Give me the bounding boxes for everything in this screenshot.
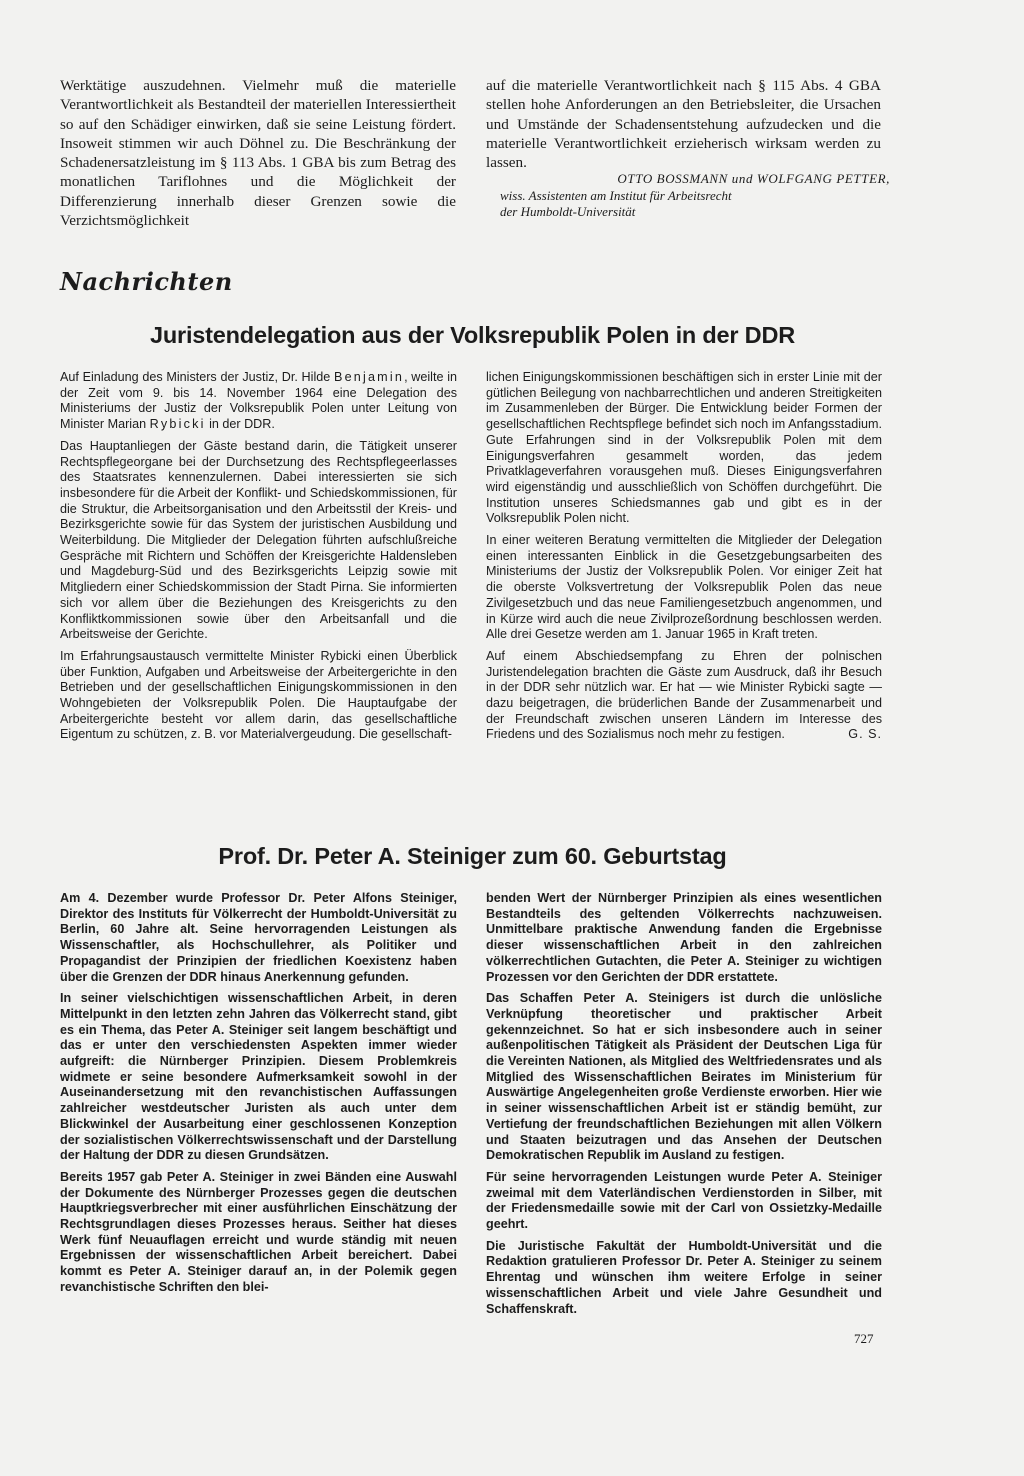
article2-paragraph-7: Die Juristische Fakultät der Humboldt-Universität und die Redaktion gratulieren Professor Dr. Peter A. Steiniger zu seinem Ehrentag und wünschen ihm weitere Erfolge in seiner wissenschaftlichen Arbeit und viele Jahre Gesundheit und Schaffenskraft. — [486, 1238, 882, 1316]
article2-headline: Prof. Dr. Peter A. Steiniger zum 60. Geburtstag — [218, 843, 727, 869]
article1-paragraph-3: Im Erfahrungsaustausch vermittelte Minister Rybicki einen Überblick über Funktion, Aufgaben und Arbeitsweise der Arbeitergerichte in den Betrieben und der gesellschaftlichen Einigungskommissionen in den Wohngebieten der Volksrepublik Polen. Die Hauptaufgabe der Arbeitergerichte besteht vor allem darin, das gesellschaftliche Eigentum zu schützen, z. B. vor Materialvergeudung. Die gesellschaft- — [60, 648, 457, 742]
person-name-benjamin: Benjamin — [333, 370, 405, 384]
article1-paragraph-4: lichen Einigungskommissionen beschäftigen sich in erster Linie mit der gütlichen Beilegung von nachbarrechtlichen und anderen Streitigkeiten im Zusammenleben der Bürger. Die Entwicklung beider Formen der gesellschaftlichen Rechtspflege befindet sich noch im Anfangsstadium. Gute Erfahrungen sind in der Volksrepublik Polen mit dem Einigungsverfahren gesammelt worden, das jedem Privatklageverfahren vorausgehen muß. Dieses Einigungsverfahren wird eigenständig und ausschließlich von Schöffen durchgeführt. Die Institution unseres Schiedsmannes gab und gibt es in der Volksrepublik Polen nicht. — [486, 370, 882, 526]
signature-university: der Humboldt-Universität — [500, 204, 636, 220]
signature-names: OTTO BOSSMANN und WOLFGANG PETTER, — [617, 171, 890, 186]
signature-affiliation: wiss. Assistenten am Institut für Arbeitsrecht — [500, 187, 732, 203]
article1-column-right — [486, 370, 882, 749]
article1-headline: Juristendelegation aus der Volksrepublik Polen in der DDR — [149, 322, 795, 348]
author-signature — [500, 171, 890, 221]
article1-column-left — [60, 370, 457, 749]
author-initials: G. S. — [848, 727, 882, 742]
article2-paragraph-5: Das Schaffen Peter A. Steinigers ist durch die unlösliche Verknüpfung theoretischer und praktischer Arbeit gekennzeichnet. So hat er sich insbesondere auch in seiner außenpolitischen Tätigkeit als Präsident der Deutschen Liga für die Vereinten Nationen, als Mitglied des Weltfriedensrates und als Mitglied des Wissenschaftlichen Beirates im Ministerium für Auswärtige Angelegenheiten große Verdienste erworben. Hier wie in seiner wissenschaftlichen Arbeit ist er ständig bemüht, zur Vertiefung der freundschaftlichen Beziehungen mit allen Völkern und Staaten beizutragen und das Ansehen der Deutschen Demokratischen Republik im Ausland zu festigen. — [486, 991, 882, 1163]
section-heading: Nachrichten — [60, 267, 233, 296]
person-name-rybicki: Rybicki — [149, 417, 206, 432]
article1-paragraph-5: In einer weiteren Beratung vermittelten die Mitglieder der Delegation einen interessanten Einblick in die Gesetzgebungsarbeiten des Ministeriums der Justiz der Volksrepublik Polen. Vor einiger Zeit hat die oberste Volksvertretung der Volksrepublik Polen das neue Zivilgesetzbuch und das neue Familiengesetzbuch angenommen, und in Kürze wird auch die neue Zivilprozeßordnung beschlossen werden. Alle drei Gesetze werden am 1. Januar 1965 in Kraft treten. — [486, 533, 882, 642]
article2-paragraph-4: benden Wert der Nürnberger Prinzipien als eines wesentlichen Bestandteils des geltenden Völkerrechts nachzuweisen. Unmittelbare praktische Anwendung fanden die Ergebnisse dieser wissenschaftlichen Arbeit in den zahlreichen völkerrechtlichen Gutachten, die Peter A. Steiniger zu wichtigen Prozessen vor den Gerichten der DDR erstattete. — [486, 891, 882, 984]
article1-paragraph-1: Auf Einladung des Ministers der Justiz, Dr. Hilde Benjamin, weilte in der Zeit vom 9. bis 14. November 1964 eine Delegation des Ministeriums der Justiz der Volksrepublik Polen unter Leitung von Minister Marian Rybicki in der DDR. — [60, 370, 457, 432]
article2-paragraph-2: In seiner vielschichtigen wissenschaftlichen Arbeit, in deren Mittelpunkt in den letzten zehn Jahren das Völkerrecht stand, gibt es ein Thema, das Peter A. Steiniger seit langem beschäftigt und das er unter den verschiedensten Aspekten immer wieder aufgreift: die Nürnberger Prinzipien. Diesem Problemkreis widmete er seine besondere Aufmerksamkeit sowohl in der Auseinandersetzung mit den revanchistischen Auffassungen zahlreicher westdeutscher Juristen als auch unter dem Blickwinkel der Ausarbeitung einer geschlossenen Konzeption der sozialistischen Völkerrechtswissenschaft und der Darstellung der Haltung der DDR zu diesen Grundsätzen. — [60, 991, 457, 1163]
article2-column-right — [486, 891, 882, 1323]
article2-paragraph-3: Bereits 1957 gab Peter A. Steiniger in zwei Bänden eine Auswahl der Dokumente des Nürnberger Prozesses gegen die deutschen Hauptkriegsverbrecher mit einer ausführlichen Einschätzung der Rechtsgrundlagen dieses Prozesses heraus. Seither hat dieses Werk fünf Neuauflagen erreicht und wurde ständig mit neuen Ergebnissen der wissenschaftlichen Arbeit bereichert. Dabei kommt es Peter A. Steiniger darauf an, in der Polemik gegen revanchistische Schriften den blei- — [60, 1169, 457, 1294]
page-number: 727 — [854, 1331, 874, 1346]
article1-paragraph-2: Das Hauptanliegen der Gäste bestand darin, die Tätigkeit unserer Rechtspflegeorgane bei der Durchsetzung des Rechtspflegeerlasses des Staatsrates kennenzulernen. Dabei interessierten sie sich insbesondere für die Arbeit der Konflikt- und Schiedskommissionen, für die Struktur, die Arbeitsorganisation und den Arbeitsstil der Kreis- und Bezirksgerichte sowie für das System der juristischen Ausbildung und Weiterbildung. Die Mitglieder der Delegation führten aufschlußreiche Gespräche mit Richtern und Schöffen der Kreisgerichte Haldensleben und Magdeburg-Süd und des Bezirksgerichts Leipzig sowie mit Mitgliedern einer Schiedskommission der Stadt Pirna. Sie informierten sich vor allem über die Beziehungen des Kreisgerichts zu den Konfliktkommissionen sowie über den Arbeitsanfall und die Arbeitsweise der Gerichte. — [60, 438, 457, 642]
carryover-left-paragraph: Werktätige auszudehnen. Vielmehr muß die materielle Verantwortlichkeit als Bestandteil der materiellen Interessiertheit so auf den Schädiger einwirken, daß sie seine Leistung fördert. Insoweit stimmen wir auch Döhnel zu. Die Beschränkung der Schadenersatzleistung im § 113 Abs. 1 GBA bis zum Betrag des monatlichen Tariflohnes und die Möglichkeit der Differenzierung innerhalb dieser Grenzen sowie die Verzichtsmöglichkeit — [60, 77, 456, 230]
article2-paragraph-6: Für seine hervorragenden Leistungen wurde Peter A. Steiniger zweimal mit dem Vaterländischen Verdienstorden in Silber, mit der Friedensmedaille sowie mit der Carl von Ossietzky-Medaille geehrt. — [486, 1169, 882, 1232]
article1-paragraph-6: Auf einem Abschiedsempfang zu Ehren der polnischen Juristendelegation brachten die Gäste zum Ausdruck, daß ihr Besuch in der DDR sehr nützlich war. Er hat — wie Minister Rybicki sagte — dazu beigetragen, die brüderlichen Bande der Zusammenarbeit und der Freundschaft zwischen unseren Ländern im Interesse des Friedens und des Sozialismus noch mehr zu festigen. G. S. — [486, 648, 882, 742]
article2-paragraph-1: Am 4. Dezember wurde Professor Dr. Peter Alfons Steiniger, Direktor des Instituts für Völkerrecht der Humboldt-Universität zu Berlin, 60 Jahre alt. Seine hervorragenden Leistungen als Wissenschaftler, als Hochschullehrer, als Politiker und Propagandist der Prinzipien der friedlichen Koexistenz haben über die Grenzen der DDR hinaus Anerkennung gefunden. — [60, 891, 457, 984]
carryover-right-paragraph: auf die materielle Verantwortlichkeit nach § 115 Abs. 4 GBA stellen hohe Anforderungen an den Betriebsleiter, die Ursachen und Umstände der Schadensentstehung aufzudecken und die materielle Verantwortlichkeit erzieherisch wirksam werden zu lassen. — [486, 77, 881, 172]
article2-column-left — [60, 891, 457, 1302]
